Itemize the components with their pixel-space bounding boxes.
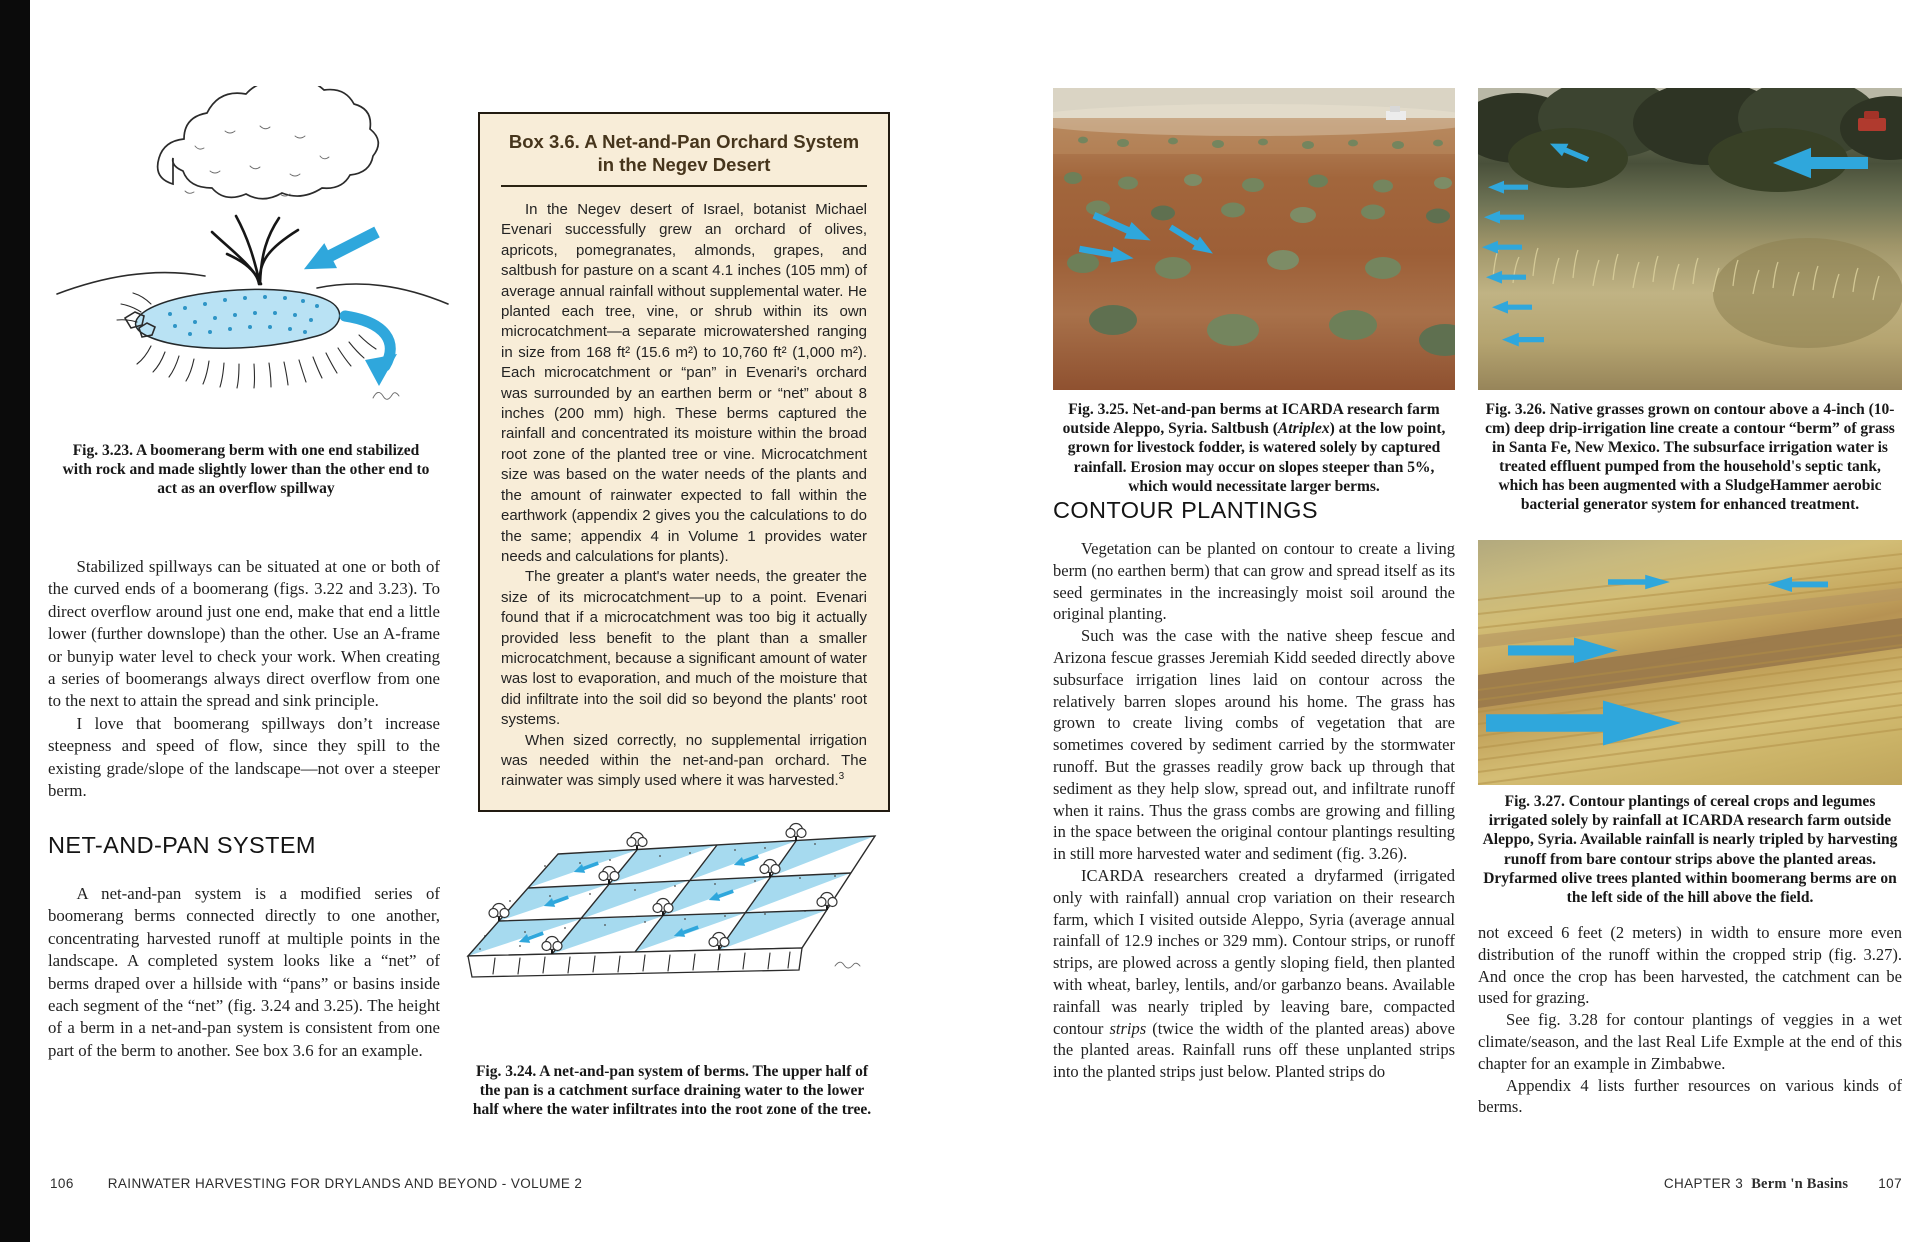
paragraph-boomerang-spillways: I love that boomerang spillways don’t increase steepness and speed of flow, since they spill to the existing grade/slope of the landscape—not over a steeper berm.: [48, 713, 440, 801]
box-title-line2: in the Negev Desert: [597, 154, 771, 175]
illustrator-signature: [373, 392, 399, 399]
truck: [1386, 111, 1406, 120]
box-3-6-title: [501, 130, 867, 187]
running-book-title: RAINWATER HARVESTING FOR DRYLANDS AND BEYOND - VOLUME 2: [107, 1176, 583, 1191]
paragraph-not-exceed: not exceed 6 feet (2 meters) in width to ensure more even distribution of the runoff within the cropped strip (fig. 3.27). And once the crop has been harvested, the catchment can be used for grazing.: [1478, 923, 1902, 1008]
fig-3-24-illustration: [450, 806, 890, 1056]
fig-3-25-photo-art: [1053, 88, 1455, 390]
page-number: 107: [1878, 1176, 1902, 1191]
right-column-text: [1053, 538, 1455, 1083]
net-and-pan-heading: NET-AND-PAN SYSTEM: [48, 832, 316, 859]
page-number: 106: [50, 1176, 74, 1191]
paragraph-fescue: Such was the case with the native sheep fescue and Arizona fescue grasses Jeremiah Kidd seeded directly above subsurface irrigation lines laid on contour across the relatively barren slopes around his home. The grass has grown to create living combs of vegetation that are sometimes covered by sediment carried by the stormwater runoff. But the grasses readily grow back up through that sediment as they help slow, spread out, and infiltrate runoff when it rains. Thus the grass combs are growing and filling in the space between the original contour plantings resulting in still more harvested water and sediment (fig. 3.26).: [1053, 626, 1455, 864]
fig-3-26-caption: Fig. 3.26. Native grasses grown on contour above a 4-inch (10-cm) deep drip-irrigation line create a contour “berm” of grass in Santa Fe, New Mexico. The subsurface irrigation water is treated effluent pumped from the household's septic tank, which has been augmented with a SludgeHammer aerobic bacterial generator system for enhanced treatment.: [1485, 401, 1895, 513]
tree-canopies: [1478, 88, 1902, 192]
spillway-arrow-icon: [345, 316, 397, 386]
box-title-line1: Box 3.6. A Net-and-Pan Orchard System: [508, 131, 860, 152]
fig-3-27-photo-art: [1478, 540, 1902, 785]
fig-3-25-photo: [1053, 88, 1455, 390]
box-3-6: [478, 112, 890, 812]
paragraph-spillways: Stabilized spillways can be situated at one or both of the curved ends of a boomerang (figs. 3.22 and 3.23). To direct overflow around just one end, make that end a little lower (further downslope) than the other. Use an A-frame or bunyip water level to check your work. When creating a series of boomerangs always direct overflow from one to the next to attain the spread and sink principle.: [48, 557, 440, 711]
fig-3-26-photo: [1478, 88, 1902, 390]
paragraph-vegetation: Vegetation can be planted on contour to create a living berm (no earthen berm) that can grow and spread itself as its seed germinates in the increasingly moist soil around the original planting.: [1053, 539, 1455, 624]
fig-3-27-caption: Fig. 3.27. Contour plantings of cereal crops and legumes irrigated solely by rainfall at ICARDA research farm outside Aleppo, Syria. Available rainfall is nearly tripled by harvesting runoff from bare contour strips above the planted areas. Dryfarmed olive trees planted within boomerang berms are on the left side of the hill above the field.: [1482, 793, 1898, 907]
fig-3-27-photo: [1478, 540, 1902, 785]
box-paragraph-3: When sized correctly, no supplemental irrigation was needed within the net-and-pan orchard. The rainwater was simply used where it was harvested.$^3$: [501, 731, 867, 790]
runoff-arrow-icons: [1078, 207, 1217, 266]
footnote-marker: 3: [838, 771, 845, 783]
book-spine: [0, 0, 30, 1242]
paragraph-appendix: Appendix 4 lists further resources on various kinds of berms.: [1478, 1075, 1902, 1117]
footer-right: [1478, 1176, 1902, 1193]
paragraph-net-and-pan: A net-and-pan system is a modified series of boomerang berms connected directly to one another, concentrating harvested runoff at multiple points in the landscape. A completed system looks like a “net” of berms draped over a hillside with “pans” or basins inside each segment of the “net” (fig. 3.24 and 3.25). The height of a berm in a net-and-pan system is consistent from one part of the berm to another. See box 3.6 for an example.: [48, 883, 440, 1060]
paragraph-icarda: ICARDA researchers created a dryfarmed (irrigated only with rainfall) annual crop variation on their research farm, which I visited outside Aleppo, Syria (average annual rainfall of 12.9 inches or 329 mm). Contour strips, or runoff strips, are plowed across a gently sloping field, then planted with wheat, barley, lentils, and/or garbanzo beans. Available rainfall was nearly tripled by leaving bare, compacted contour strips (twice the width of the planted areas) above the planted areas. Rainfall runs off these unplanted strips into the planted strips just below. Planted strips do: [1053, 865, 1455, 1082]
species-name: Atriplex: [1277, 420, 1330, 438]
chapter-label: CHAPTER 3: [1663, 1176, 1744, 1191]
fig-3-26-photo-art: [1478, 88, 1902, 390]
footer-left: [50, 1176, 582, 1191]
chapter-name: Berm 'n Basins: [1751, 1176, 1849, 1192]
fig-3-23-illustration: [55, 86, 450, 434]
box-paragraph-2: The greater a plant's water needs, the greater the size of its microcatchment—up to a point. Evenari found that if a microcatchment was too big it actually provided less benefit to the plant than a smaller microcatchment, because a significant amount of water was lost to evaporation, and much of the moisture that did infiltrate into the soil did so beyond the plants' root systems.: [501, 568, 868, 729]
emphasized-term: strips: [1109, 1018, 1147, 1038]
red-car: [1858, 118, 1886, 131]
paragraph-see-fig: See fig. 3.28 for contour plantings of veggies in a wet climate/season, and the last Real Life Exmple at the end of this chapter for an example in Zimbabwe.: [1478, 1010, 1902, 1073]
inflow-arrow-icon: [298, 220, 384, 282]
right-far-column-text: [1478, 922, 1902, 1118]
fig-3-24-caption: Fig. 3.24. A net-and-pan system of berms. The upper half of the pan is a catchment surface draining water to the lower half where the water infiltrates into the root zone of the tree.: [472, 1063, 872, 1119]
left-column-text: [48, 556, 440, 1062]
water-pool: [136, 289, 340, 348]
illustrator-signature: [835, 962, 860, 968]
fig-3-23-caption: Fig. 3.23. A boomerang berm with one end stabilized with rock and made slightly lower than the other end to act as an overflow spillway: [62, 442, 430, 498]
saltbush-shrubs: [1064, 137, 1455, 356]
fig-3-25-caption: Fig. 3.25. Net-and-pan berms at ICARDA research farm outside Aleppo, Syria. Saltbush (Atriplex) at the low point, grown for livestock fodder, is watered solely by captured rainfall. Erosion may occur on slopes steeper than 5%, which would necessitate larger berms.: [1062, 401, 1446, 495]
box-paragraph-1: In the Negev desert of Israel, botanist Michael Evenari successfully grew an orchard of olives, apricots, pomegranates, almonds, grapes, and saltbush for pasture on a scant 4.1 inches (105 mm) of average annual rainfall without supplemental water. He planted each tree, vine, or shrub within its own microcatchment—a separate microwatershed ranging in size from 168 ft² (15.6 m²) to 10,760 ft² (1,000 m²). Each microcatchment or “pan” in Evenari's orchard was surrounded by an earthen berm or “net” about 8 inches (200 mm) high. These berms captured the rainfall and concentrated its moisture within the broad root zone of the planted tree or vine. Microcatchment size was based on the water needs of the plants and the amount of rainwater expected to fall within the earthwork (appendix 2 gives you the calculations to do the same; appendix 4 in Volume 1 provides water needs and calculations for plants).: [501, 201, 867, 565]
contour-plantings-heading: CONTOUR PLANTINGS: [1053, 497, 1318, 523]
